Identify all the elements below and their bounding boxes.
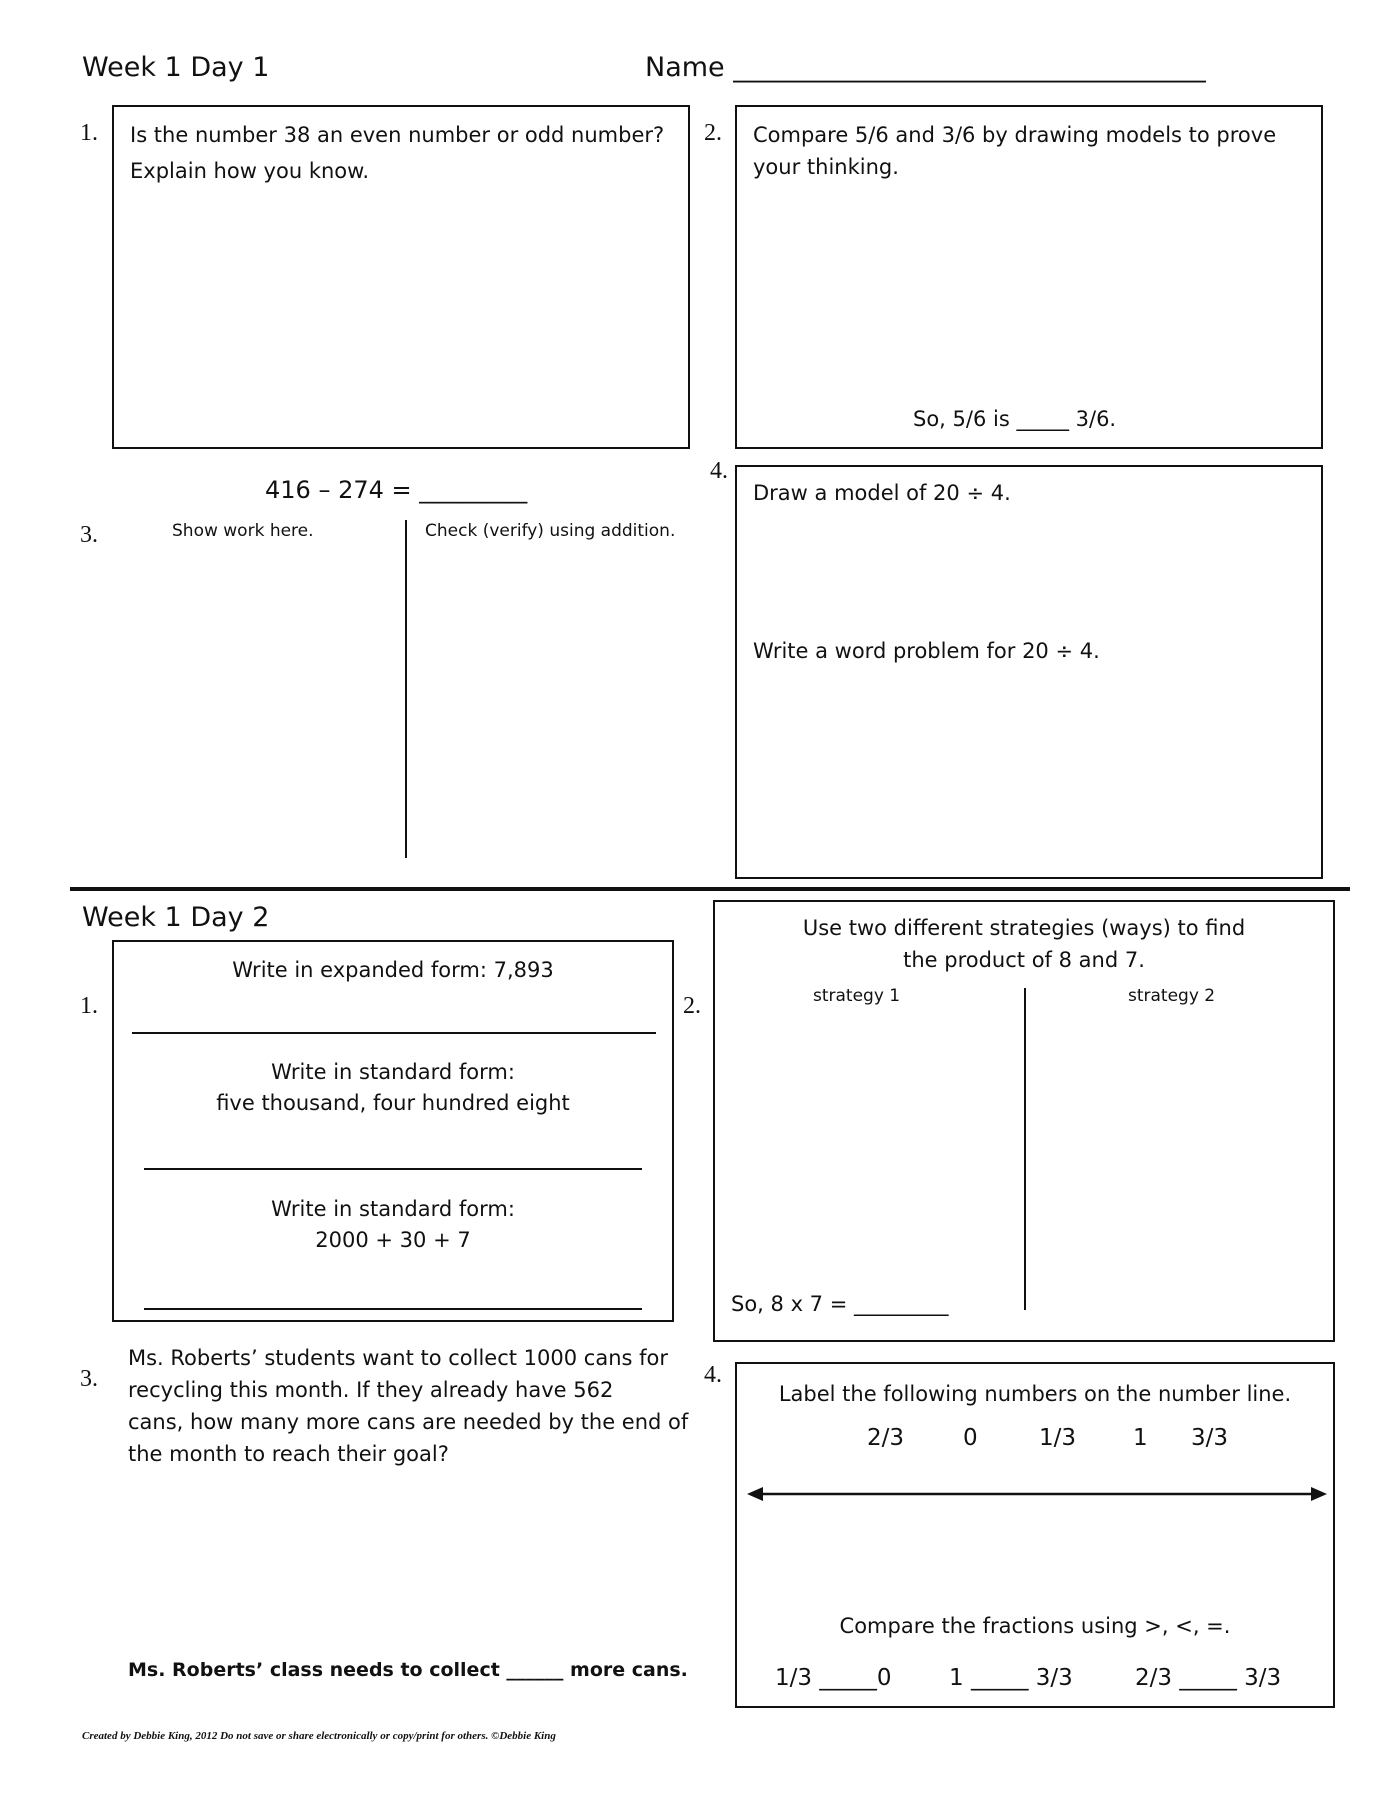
name-field[interactable]: Name ___________________________________ bbox=[645, 52, 1206, 83]
day2-q3-line1: Ms. Roberts’ students want to collect 1000 cans for bbox=[128, 1346, 669, 1370]
day2-q4-number-1: 0 bbox=[963, 1425, 978, 1451]
day1-q1-number: 1. bbox=[80, 120, 98, 146]
day2-q1-standard1-b: five thousand, four hundred eight bbox=[216, 1091, 570, 1115]
day2-q2-divider bbox=[1024, 988, 1026, 1310]
day1-q2-answer: So, 5/6 is _____ 3/6. bbox=[913, 407, 1117, 431]
day1-q1-line1: Is the number 38 an even number or odd number? bbox=[130, 123, 665, 147]
day2-q4-number-2: 1/3 bbox=[1039, 1425, 1077, 1451]
day1-q4-number: 4. bbox=[710, 458, 728, 484]
day2-q3-line4: the month to reach their goal? bbox=[128, 1442, 449, 1466]
day2-title: Week 1 Day 2 bbox=[82, 902, 270, 933]
day2-q2-number: 2. bbox=[683, 993, 701, 1019]
day2-q2-line2: the product of 8 and 7. bbox=[903, 948, 1145, 972]
arrow-right-icon bbox=[1311, 1487, 1327, 1501]
day2-q1-standard2-b: 2000 + 30 + 7 bbox=[315, 1228, 471, 1252]
day1-q3-show-work: Show work here. bbox=[172, 521, 314, 541]
day2-q4-number: 4. bbox=[704, 1362, 722, 1388]
day2-q1-expanded: Write in expanded form: 7,893 bbox=[232, 958, 554, 982]
footer-credit: Created by Debbie King, 2012 Do not save or share electronically or copy/print for others. ©Debbie King bbox=[82, 1730, 556, 1742]
day1-q2-line2: your thinking. bbox=[753, 155, 899, 179]
day1-q2-number: 2. bbox=[704, 120, 722, 146]
day2-q1-standard2-a: Write in standard form: bbox=[271, 1197, 515, 1221]
day2-q1-standard1-a: Write in standard form: bbox=[271, 1060, 515, 1084]
day1-q3-number: 3. bbox=[80, 522, 98, 548]
day2-q2-line1: Use two different strategies (ways) to find bbox=[802, 916, 1246, 940]
section-divider bbox=[70, 887, 1350, 891]
day2-q4-number-3: 1 bbox=[1133, 1425, 1148, 1451]
day1-q2-box[interactable] bbox=[735, 105, 1323, 449]
day2-q4-number-0: 2/3 bbox=[867, 1425, 905, 1451]
day2-q2-box[interactable] bbox=[713, 900, 1335, 1342]
day1-q4-model: Draw a model of 20 ÷ 4. bbox=[753, 481, 1011, 505]
day1-q3-check: Check (verify) using addition. bbox=[425, 521, 676, 541]
day2-q1-box[interactable] bbox=[112, 940, 674, 1322]
day2-q1-answer-line-2[interactable] bbox=[144, 1168, 642, 1170]
day1-q4-box[interactable] bbox=[735, 465, 1323, 879]
day2-q4-compare: Compare the fractions using >, <, =. bbox=[839, 1614, 1231, 1638]
day1-title: Week 1 Day 1 bbox=[82, 52, 270, 83]
day1-q1-box[interactable] bbox=[112, 105, 690, 449]
day2-q4-pair-1: 1 _____ 3/3 bbox=[949, 1665, 1073, 1691]
day2-q4-pair-0: 1/3 _____0 bbox=[775, 1665, 892, 1691]
day1-q4-word-problem: Write a word problem for 20 ÷ 4. bbox=[753, 639, 1100, 663]
day1-q3-equation: 416 – 274 = _________ bbox=[265, 476, 528, 504]
day1-q2-line1: Compare 5/6 and 3/6 by drawing models to prove bbox=[753, 123, 1277, 147]
day2-q1-answer-line-1[interactable] bbox=[132, 1032, 656, 1034]
day1-q1-line2: Explain how you know. bbox=[130, 159, 370, 183]
day2-q2-strategy1: strategy 1 bbox=[813, 986, 901, 1006]
day2-q1-answer-line-3[interactable] bbox=[144, 1308, 642, 1310]
day2-q2-answer: So, 8 x 7 = _________ bbox=[731, 1292, 949, 1316]
day2-q4-pair-2: 2/3 _____ 3/3 bbox=[1135, 1665, 1282, 1691]
day2-q3-line3: cans, how many more cans are needed by the end of bbox=[128, 1410, 689, 1434]
day2-q1-number: 1. bbox=[80, 993, 98, 1019]
day2-q3-answer: Ms. Roberts’ class needs to collect ______ more cans. bbox=[128, 1659, 688, 1681]
day2-q3-line2: recycling this month. If they already have 562 bbox=[128, 1378, 614, 1402]
arrow-left-icon bbox=[747, 1487, 763, 1501]
day2-q4-number-4: 3/3 bbox=[1191, 1425, 1229, 1451]
number-line[interactable] bbox=[747, 1482, 1327, 1506]
day2-q4-box[interactable] bbox=[735, 1362, 1335, 1708]
day2-q4-instruction: Label the following numbers on the number line. bbox=[778, 1382, 1292, 1406]
day2-q3-number: 3. bbox=[80, 1366, 98, 1392]
day2-q2-strategy2: strategy 2 bbox=[1128, 986, 1216, 1006]
day1-q3-divider bbox=[405, 520, 407, 858]
